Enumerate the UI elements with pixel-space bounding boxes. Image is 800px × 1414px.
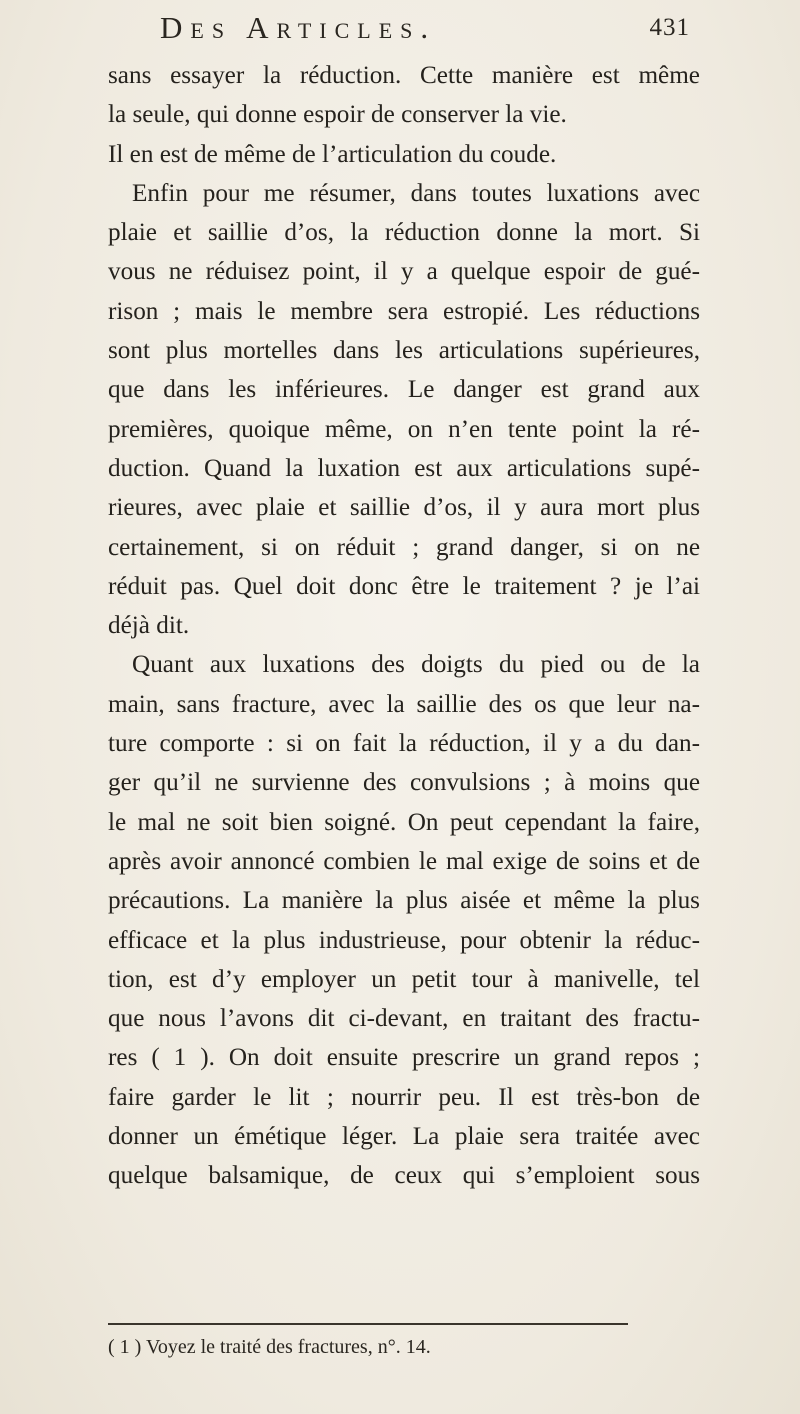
footnote: ( 1 ) Voyez le traité des fractures, n°. 14. [108,1336,431,1358]
text-line: déjà dit. [108,612,190,640]
footnote-divider [108,1323,628,1325]
page-header [160,10,690,58]
text-line: Quant aux luxations des doigts du pied ou de la [132,651,700,679]
text-line: res ( 1 ). On doit ensuite prescrire un grand repos ; [108,1044,700,1072]
text-line: donner un émétique léger. La plaie sera traitée avec [108,1123,700,1151]
text-line: précautions. La manière la plus aisée et même la plus [108,887,700,915]
body-text [108,56,700,1196]
text-line: tion, est d’y employer un petit tour à manivelle, tel [108,965,700,993]
text-line: rison ; mais le membre sera estropié. Les réductions [108,297,700,325]
running-title: Des Articles. [160,10,437,45]
text-line: que dans les inférieures. Le danger est grand aux [108,376,700,404]
text-line: main, sans fracture, avec la saillie des os que leur na- [108,690,700,718]
text-line: efficace et la plus industrieuse, pour obtenir la réduc- [108,926,700,954]
text-line: sans essayer la réduction. Cette manière est même [108,62,700,89]
text-line: premières, quoique même, on n’en tente point la ré- [108,415,700,443]
text-line: ger qu’il ne survienne des convulsions ; à moins que [108,769,700,797]
page-number: 431 [649,14,690,41]
text-line: Il en est de même de l’articulation du coude. [108,140,557,168]
text-line: la seule, qui donne espoir de conserver la vie. [108,101,567,129]
text-line: Enfin pour me résumer, dans toutes luxations avec [132,179,700,207]
text-line: ture comporte : si on fait la réduction, il y a du dan- [108,730,700,758]
text-line: réduit pas. Quel doit donc être le traitement ? je l’ai [108,572,700,600]
text-line: duction. Quand la luxation est aux articulations supé- [108,454,700,482]
text-line: sont plus mortelles dans les articulations supérieures, [108,337,700,365]
text-line: le mal ne soit bien soigné. On peut cependant la faire, [108,808,700,836]
text-line: plaie et saillie d’os, la réduction donne la mort. Si [108,219,700,247]
text-line: après avoir annoncé combien le mal exige de soins et de [108,847,700,875]
text-line: vous ne réduisez point, il y a quelque espoir de gué- [108,258,700,286]
text-line: quelque balsamique, de ceux qui s’emploient sous [108,1162,700,1190]
text-line: certainement, si on réduit ; grand danger, si on ne [108,533,700,561]
text-line: que nous l’avons dit ci-devant, en traitant des fractu- [108,1005,700,1033]
text-line: faire garder le lit ; nourrir peu. Il est très-bon de [108,1083,700,1111]
text-line: rieures, avec plaie et saillie d’os, il y aura mort plus [108,494,700,522]
